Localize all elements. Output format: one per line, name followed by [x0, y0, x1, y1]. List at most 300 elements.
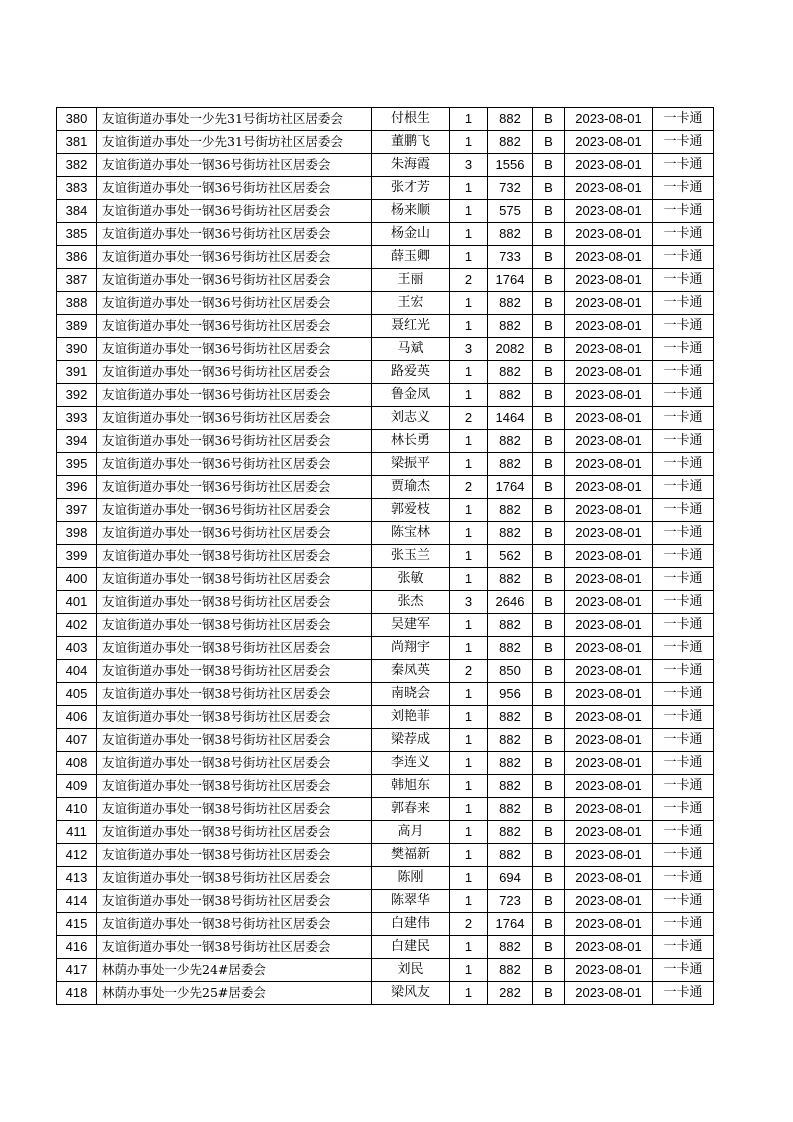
household-count-cell: 1: [450, 752, 488, 775]
household-count-cell: 1: [450, 867, 488, 890]
household-count-cell: 1: [450, 729, 488, 752]
category-cell: B: [533, 315, 565, 338]
amount-cell: 882: [488, 752, 533, 775]
table-row: [57, 844, 714, 867]
amount-cell: 882: [488, 430, 533, 453]
date-cell: 2023-08-01: [565, 959, 653, 982]
row-number-cell: 401: [57, 591, 97, 614]
household-count-cell: 2: [450, 407, 488, 430]
table-row: [57, 292, 714, 315]
table-row: [57, 499, 714, 522]
person-name-cell: 吴建军: [372, 614, 450, 637]
household-count-cell: 1: [450, 361, 488, 384]
row-number-cell: 403: [57, 637, 97, 660]
person-name-cell: 薛玉卿: [372, 246, 450, 269]
category-cell: B: [533, 154, 565, 177]
person-name-cell: 秦凤英: [372, 660, 450, 683]
household-count-cell: 1: [450, 844, 488, 867]
date-cell: 2023-08-01: [565, 706, 653, 729]
household-count-cell: 1: [450, 706, 488, 729]
payment-method-cell: 一卡通: [653, 522, 714, 545]
row-number-cell: 397: [57, 499, 97, 522]
row-number-cell: 415: [57, 913, 97, 936]
household-count-cell: 2: [450, 476, 488, 499]
row-number-cell: 412: [57, 844, 97, 867]
table-row: [57, 936, 714, 959]
table-row: [57, 154, 714, 177]
organization-cell: 友谊街道办事处一钢38号街坊社区居委会: [97, 591, 372, 614]
payment-method-cell: 一卡通: [653, 384, 714, 407]
organization-cell: 友谊街道办事处一钢36号街坊社区居委会: [97, 315, 372, 338]
row-number-cell: 417: [57, 959, 97, 982]
amount-cell: 694: [488, 867, 533, 890]
date-cell: 2023-08-01: [565, 292, 653, 315]
table-row: [57, 430, 714, 453]
amount-cell: 850: [488, 660, 533, 683]
row-number-cell: 387: [57, 269, 97, 292]
organization-cell: 友谊街道办事处一钢38号街坊社区居委会: [97, 545, 372, 568]
table-row: [57, 982, 714, 1005]
category-cell: B: [533, 614, 565, 637]
amount-cell: 575: [488, 200, 533, 223]
household-count-cell: 1: [450, 959, 488, 982]
amount-cell: 282: [488, 982, 533, 1005]
category-cell: B: [533, 407, 565, 430]
category-cell: B: [533, 246, 565, 269]
household-count-cell: 3: [450, 154, 488, 177]
amount-cell: 1464: [488, 407, 533, 430]
table-row: [57, 223, 714, 246]
category-cell: B: [533, 545, 565, 568]
row-number-cell: 386: [57, 246, 97, 269]
table-row: [57, 729, 714, 752]
amount-cell: 882: [488, 775, 533, 798]
household-count-cell: 1: [450, 200, 488, 223]
person-name-cell: 林长勇: [372, 430, 450, 453]
payment-method-cell: 一卡通: [653, 844, 714, 867]
date-cell: 2023-08-01: [565, 913, 653, 936]
person-name-cell: 聂红光: [372, 315, 450, 338]
payment-method-cell: 一卡通: [653, 200, 714, 223]
category-cell: B: [533, 223, 565, 246]
row-number-cell: 393: [57, 407, 97, 430]
row-number-cell: 381: [57, 131, 97, 154]
category-cell: B: [533, 683, 565, 706]
organization-cell: 友谊街道办事处一钢38号街坊社区居委会: [97, 775, 372, 798]
payment-method-cell: 一卡通: [653, 591, 714, 614]
payment-method-cell: 一卡通: [653, 959, 714, 982]
category-cell: B: [533, 361, 565, 384]
household-count-cell: 3: [450, 591, 488, 614]
payment-method-cell: 一卡通: [653, 982, 714, 1005]
amount-cell: 882: [488, 453, 533, 476]
household-count-cell: 1: [450, 246, 488, 269]
household-count-cell: 1: [450, 775, 488, 798]
row-number-cell: 380: [57, 108, 97, 131]
amount-cell: 882: [488, 131, 533, 154]
amount-cell: 733: [488, 246, 533, 269]
category-cell: B: [533, 338, 565, 361]
category-cell: B: [533, 729, 565, 752]
row-number-cell: 385: [57, 223, 97, 246]
table-row: [57, 476, 714, 499]
date-cell: 2023-08-01: [565, 660, 653, 683]
category-cell: B: [533, 177, 565, 200]
household-count-cell: 1: [450, 936, 488, 959]
organization-cell: 友谊街道办事处一钢36号街坊社区居委会: [97, 292, 372, 315]
household-count-cell: 1: [450, 384, 488, 407]
amount-cell: 723: [488, 890, 533, 913]
household-count-cell: 1: [450, 821, 488, 844]
category-cell: B: [533, 637, 565, 660]
row-number-cell: 402: [57, 614, 97, 637]
date-cell: 2023-08-01: [565, 499, 653, 522]
category-cell: B: [533, 453, 565, 476]
category-cell: B: [533, 982, 565, 1005]
table-row: [57, 177, 714, 200]
organization-cell: 友谊街道办事处一钢36号街坊社区居委会: [97, 384, 372, 407]
person-name-cell: 杨金山: [372, 223, 450, 246]
household-count-cell: 1: [450, 522, 488, 545]
category-cell: B: [533, 108, 565, 131]
amount-cell: 882: [488, 936, 533, 959]
person-name-cell: 张玉兰: [372, 545, 450, 568]
person-name-cell: 王丽: [372, 269, 450, 292]
person-name-cell: 梁振平: [372, 453, 450, 476]
organization-cell: 友谊街道办事处一钢36号街坊社区居委会: [97, 269, 372, 292]
amount-cell: 1764: [488, 913, 533, 936]
payment-method-cell: 一卡通: [653, 108, 714, 131]
row-number-cell: 383: [57, 177, 97, 200]
organization-cell: 友谊街道办事处一钢36号街坊社区居委会: [97, 499, 372, 522]
date-cell: 2023-08-01: [565, 982, 653, 1005]
date-cell: 2023-08-01: [565, 384, 653, 407]
date-cell: 2023-08-01: [565, 315, 653, 338]
payment-method-cell: 一卡通: [653, 936, 714, 959]
date-cell: 2023-08-01: [565, 407, 653, 430]
table-row: [57, 706, 714, 729]
person-name-cell: 张敏: [372, 568, 450, 591]
row-number-cell: 399: [57, 545, 97, 568]
organization-cell: 友谊街道办事处一少先31号街坊社区居委会: [97, 108, 372, 131]
category-cell: B: [533, 430, 565, 453]
payment-method-cell: 一卡通: [653, 614, 714, 637]
organization-cell: 友谊街道办事处一钢36号街坊社区居委会: [97, 522, 372, 545]
amount-cell: 882: [488, 361, 533, 384]
date-cell: 2023-08-01: [565, 821, 653, 844]
category-cell: B: [533, 660, 565, 683]
person-name-cell: 付根生: [372, 108, 450, 131]
category-cell: B: [533, 476, 565, 499]
category-cell: B: [533, 936, 565, 959]
household-count-cell: 2: [450, 269, 488, 292]
row-number-cell: 384: [57, 200, 97, 223]
payment-method-cell: 一卡通: [653, 361, 714, 384]
row-number-cell: 396: [57, 476, 97, 499]
payment-method-cell: 一卡通: [653, 729, 714, 752]
row-number-cell: 400: [57, 568, 97, 591]
row-number-cell: 392: [57, 384, 97, 407]
organization-cell: 友谊街道办事处一钢38号街坊社区居委会: [97, 752, 372, 775]
household-count-cell: 1: [450, 568, 488, 591]
payment-method-cell: 一卡通: [653, 246, 714, 269]
amount-cell: 882: [488, 729, 533, 752]
date-cell: 2023-08-01: [565, 108, 653, 131]
organization-cell: 友谊街道办事处一钢36号街坊社区居委会: [97, 223, 372, 246]
table-body: [57, 108, 714, 1005]
household-count-cell: 1: [450, 499, 488, 522]
category-cell: B: [533, 292, 565, 315]
payment-method-cell: 一卡通: [653, 683, 714, 706]
person-name-cell: 张杰: [372, 591, 450, 614]
date-cell: 2023-08-01: [565, 867, 653, 890]
category-cell: B: [533, 384, 565, 407]
amount-cell: 882: [488, 223, 533, 246]
organization-cell: 友谊街道办事处一钢36号街坊社区居委会: [97, 361, 372, 384]
date-cell: 2023-08-01: [565, 752, 653, 775]
organization-cell: 友谊街道办事处一钢36号街坊社区居委会: [97, 177, 372, 200]
date-cell: 2023-08-01: [565, 361, 653, 384]
organization-cell: 林荫办事处一少先24#居委会: [97, 959, 372, 982]
payment-method-cell: 一卡通: [653, 453, 714, 476]
category-cell: B: [533, 706, 565, 729]
row-number-cell: 389: [57, 315, 97, 338]
table-row: [57, 637, 714, 660]
table-row: [57, 407, 714, 430]
payment-method-cell: 一卡通: [653, 867, 714, 890]
row-number-cell: 405: [57, 683, 97, 706]
household-count-cell: 1: [450, 798, 488, 821]
payment-method-cell: 一卡通: [653, 292, 714, 315]
row-number-cell: 414: [57, 890, 97, 913]
date-cell: 2023-08-01: [565, 154, 653, 177]
date-cell: 2023-08-01: [565, 798, 653, 821]
person-name-cell: 刘民: [372, 959, 450, 982]
table-row: [57, 798, 714, 821]
table-row: [57, 683, 714, 706]
payment-method-cell: 一卡通: [653, 890, 714, 913]
amount-cell: 882: [488, 384, 533, 407]
date-cell: 2023-08-01: [565, 568, 653, 591]
organization-cell: 友谊街道办事处一钢36号街坊社区居委会: [97, 246, 372, 269]
payment-method-cell: 一卡通: [653, 338, 714, 361]
category-cell: B: [533, 821, 565, 844]
person-name-cell: 朱海霞: [372, 154, 450, 177]
payment-method-cell: 一卡通: [653, 269, 714, 292]
organization-cell: 友谊街道办事处一钢38号街坊社区居委会: [97, 844, 372, 867]
amount-cell: 882: [488, 821, 533, 844]
amount-cell: 956: [488, 683, 533, 706]
table-row: [57, 867, 714, 890]
amount-cell: 1764: [488, 269, 533, 292]
row-number-cell: 410: [57, 798, 97, 821]
amount-cell: 882: [488, 522, 533, 545]
person-name-cell: 梁风友: [372, 982, 450, 1005]
organization-cell: 友谊街道办事处一钢36号街坊社区居委会: [97, 453, 372, 476]
category-cell: B: [533, 131, 565, 154]
date-cell: 2023-08-01: [565, 476, 653, 499]
person-name-cell: 尚翔宇: [372, 637, 450, 660]
person-name-cell: 路爱英: [372, 361, 450, 384]
row-number-cell: 418: [57, 982, 97, 1005]
date-cell: 2023-08-01: [565, 890, 653, 913]
date-cell: 2023-08-01: [565, 591, 653, 614]
date-cell: 2023-08-01: [565, 614, 653, 637]
date-cell: 2023-08-01: [565, 200, 653, 223]
row-number-cell: 416: [57, 936, 97, 959]
amount-cell: 1764: [488, 476, 533, 499]
payment-method-cell: 一卡通: [653, 798, 714, 821]
table-row: [57, 131, 714, 154]
table-row: [57, 591, 714, 614]
organization-cell: 友谊街道办事处一钢38号街坊社区居委会: [97, 798, 372, 821]
person-name-cell: 韩旭东: [372, 775, 450, 798]
person-name-cell: 鲁金凤: [372, 384, 450, 407]
category-cell: B: [533, 522, 565, 545]
person-name-cell: 郭春来: [372, 798, 450, 821]
organization-cell: 友谊街道办事处一钢38号街坊社区居委会: [97, 706, 372, 729]
person-name-cell: 郭爱枝: [372, 499, 450, 522]
row-number-cell: 413: [57, 867, 97, 890]
organization-cell: 友谊街道办事处一钢38号街坊社区居委会: [97, 637, 372, 660]
table-row: [57, 568, 714, 591]
person-name-cell: 樊福新: [372, 844, 450, 867]
category-cell: B: [533, 269, 565, 292]
row-number-cell: 404: [57, 660, 97, 683]
table-row: [57, 361, 714, 384]
benefit-table: [56, 107, 714, 1005]
organization-cell: 友谊街道办事处一钢38号街坊社区居委会: [97, 614, 372, 637]
household-count-cell: 1: [450, 177, 488, 200]
payment-method-cell: 一卡通: [653, 223, 714, 246]
date-cell: 2023-08-01: [565, 637, 653, 660]
amount-cell: 2646: [488, 591, 533, 614]
row-number-cell: 411: [57, 821, 97, 844]
organization-cell: 友谊街道办事处一钢38号街坊社区居委会: [97, 821, 372, 844]
organization-cell: 林荫办事处一少先25#居委会: [97, 982, 372, 1005]
payment-method-cell: 一卡通: [653, 476, 714, 499]
person-name-cell: 董鹏飞: [372, 131, 450, 154]
organization-cell: 友谊街道办事处一少先31号街坊社区居委会: [97, 131, 372, 154]
person-name-cell: 南晓会: [372, 683, 450, 706]
date-cell: 2023-08-01: [565, 683, 653, 706]
payment-method-cell: 一卡通: [653, 775, 714, 798]
date-cell: 2023-08-01: [565, 545, 653, 568]
amount-cell: 882: [488, 292, 533, 315]
organization-cell: 友谊街道办事处一钢36号街坊社区居委会: [97, 200, 372, 223]
person-name-cell: 张才芳: [372, 177, 450, 200]
household-count-cell: 1: [450, 223, 488, 246]
amount-cell: 882: [488, 798, 533, 821]
payment-method-cell: 一卡通: [653, 315, 714, 338]
amount-cell: 882: [488, 108, 533, 131]
payment-method-cell: 一卡通: [653, 545, 714, 568]
table-row: [57, 200, 714, 223]
row-number-cell: 407: [57, 729, 97, 752]
household-count-cell: 2: [450, 913, 488, 936]
organization-cell: 友谊街道办事处一钢36号街坊社区居委会: [97, 430, 372, 453]
organization-cell: 友谊街道办事处一钢38号街坊社区居委会: [97, 729, 372, 752]
payment-method-cell: 一卡通: [653, 499, 714, 522]
row-number-cell: 395: [57, 453, 97, 476]
organization-cell: 友谊街道办事处一钢38号街坊社区居委会: [97, 568, 372, 591]
date-cell: 2023-08-01: [565, 223, 653, 246]
row-number-cell: 390: [57, 338, 97, 361]
row-number-cell: 388: [57, 292, 97, 315]
table-row: [57, 384, 714, 407]
organization-cell: 友谊街道办事处一钢36号街坊社区居委会: [97, 338, 372, 361]
household-count-cell: 1: [450, 108, 488, 131]
organization-cell: 友谊街道办事处一钢38号街坊社区居委会: [97, 890, 372, 913]
category-cell: B: [533, 752, 565, 775]
table-row: [57, 522, 714, 545]
person-name-cell: 白建伟: [372, 913, 450, 936]
person-name-cell: 刘艳菲: [372, 706, 450, 729]
person-name-cell: 李连义: [372, 752, 450, 775]
amount-cell: 882: [488, 706, 533, 729]
category-cell: B: [533, 591, 565, 614]
date-cell: 2023-08-01: [565, 453, 653, 476]
organization-cell: 友谊街道办事处一钢36号街坊社区居委会: [97, 407, 372, 430]
person-name-cell: 陈翠华: [372, 890, 450, 913]
amount-cell: 882: [488, 315, 533, 338]
payment-method-cell: 一卡通: [653, 407, 714, 430]
date-cell: 2023-08-01: [565, 729, 653, 752]
household-count-cell: 1: [450, 637, 488, 660]
category-cell: B: [533, 913, 565, 936]
payment-method-cell: 一卡通: [653, 430, 714, 453]
person-name-cell: 刘志义: [372, 407, 450, 430]
row-number-cell: 409: [57, 775, 97, 798]
row-number-cell: 382: [57, 154, 97, 177]
person-name-cell: 梁荐成: [372, 729, 450, 752]
table-row: [57, 246, 714, 269]
organization-cell: 友谊街道办事处一钢38号街坊社区居委会: [97, 913, 372, 936]
organization-cell: 友谊街道办事处一钢38号街坊社区居委会: [97, 660, 372, 683]
person-name-cell: 陈刚: [372, 867, 450, 890]
date-cell: 2023-08-01: [565, 246, 653, 269]
row-number-cell: 391: [57, 361, 97, 384]
amount-cell: 882: [488, 499, 533, 522]
date-cell: 2023-08-01: [565, 338, 653, 361]
table-row: [57, 269, 714, 292]
person-name-cell: 马斌: [372, 338, 450, 361]
date-cell: 2023-08-01: [565, 131, 653, 154]
table-row: [57, 338, 714, 361]
organization-cell: 友谊街道办事处一钢38号街坊社区居委会: [97, 683, 372, 706]
date-cell: 2023-08-01: [565, 775, 653, 798]
household-count-cell: 1: [450, 453, 488, 476]
table-row: [57, 890, 714, 913]
person-name-cell: 贾瑜杰: [372, 476, 450, 499]
household-count-cell: 1: [450, 430, 488, 453]
category-cell: B: [533, 890, 565, 913]
table-row: [57, 545, 714, 568]
amount-cell: 1556: [488, 154, 533, 177]
amount-cell: 562: [488, 545, 533, 568]
table-row: [57, 821, 714, 844]
payment-method-cell: 一卡通: [653, 821, 714, 844]
organization-cell: 友谊街道办事处一钢38号街坊社区居委会: [97, 936, 372, 959]
person-name-cell: 陈宝林: [372, 522, 450, 545]
date-cell: 2023-08-01: [565, 522, 653, 545]
date-cell: 2023-08-01: [565, 269, 653, 292]
amount-cell: 882: [488, 614, 533, 637]
row-number-cell: 398: [57, 522, 97, 545]
table-row: [57, 453, 714, 476]
category-cell: B: [533, 959, 565, 982]
payment-method-cell: 一卡通: [653, 660, 714, 683]
